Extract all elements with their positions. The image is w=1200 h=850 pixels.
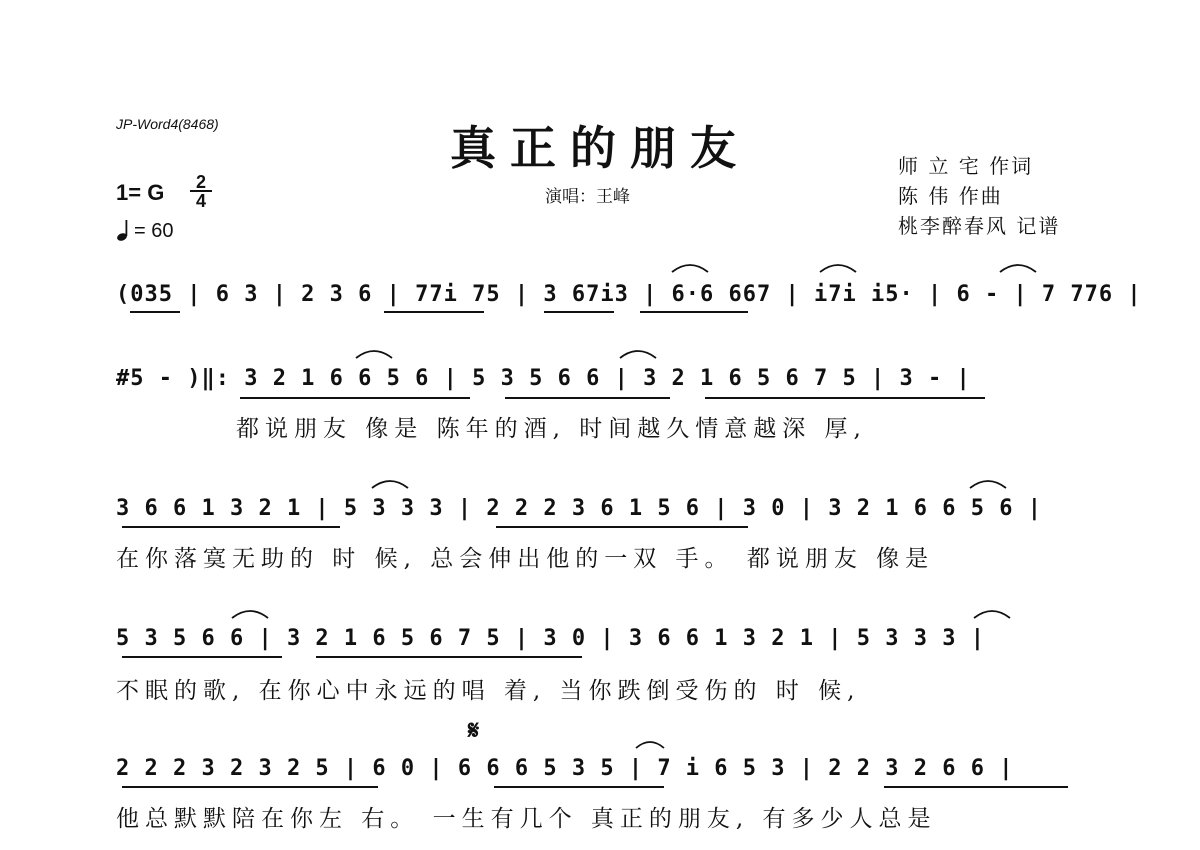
transcriber-credit: 桃李醉春风 记谱: [898, 214, 1061, 238]
segno-icon: 𝄋: [468, 716, 480, 746]
slur-arc: [636, 742, 664, 748]
slur-arc: [620, 351, 656, 358]
score-line-1-notes: (035 | 6 3 | 2 3 6 | 77i 75 | 3 67i3 | 6·6 667 | i7i i5· | 6 - | 7 776 |: [116, 282, 1142, 307]
meter-top: 2: [190, 174, 212, 192]
score-line-2-lyrics: 都说朋友 像是 陈年的酒, 时间越久情意越深 厚,: [236, 416, 867, 442]
slur-arc: [1000, 265, 1036, 272]
score-line-4-lyrics: 不眠的歌, 在你心中永远的唱 着, 当你跌倒受伤的 时 候,: [116, 678, 861, 704]
slur-arc: [974, 611, 1010, 618]
slur-arc: [820, 265, 856, 272]
composer-credit: 陈 伟 作曲: [898, 184, 1003, 208]
meter-bottom: 4: [195, 191, 206, 211]
score-line-3-lyrics: 在你落寞无助的 时 候, 总会伸出他的一双 手。 都说朋友 像是: [116, 546, 935, 572]
key-signature: 1= G: [116, 180, 165, 205]
tempo-marking: = 60: [134, 220, 174, 242]
score-line-5-notes: 2 2 2 3 2 3 2 5 | 6 0 | 6 6 6 5 3 5 | 7 i 6 5 3 | 2 2 3 2 6 6 |: [116, 756, 1014, 781]
slur-arc: [372, 481, 408, 488]
song-title: 真正的朋友: [450, 121, 750, 175]
slur-arc: [232, 611, 268, 618]
slur-arc: [672, 265, 708, 272]
slur-arc: [356, 351, 392, 358]
score-line-4-notes: 5 3 5 6 6 | 3 2 1 6 5 6 7 5 | 3 0 | 3 6 6 1 3 2 1 | 5 3 3 3 |: [116, 626, 985, 651]
singer-credit: 演唱：王峰: [545, 187, 630, 206]
app-name: JP-Word4(8468): [116, 116, 219, 132]
slur-arc: [970, 481, 1006, 488]
score-line-3-notes: 3 6 6 1 3 2 1 | 5 3 3 3 | 2 2 2 3 6 1 5 6 | 3 0 | 3 2 1 6 6 5 6 |: [116, 496, 1042, 521]
lyricist-credit: 师 立 宅 作词: [898, 154, 1034, 178]
score-line-5-lyrics: 他总默默陪在你左 右。 一生有几个 真正的朋友, 有多少人总是: [116, 806, 937, 832]
score-line-2-notes: #5 - )‖: 3 2 1 6 6 5 6 | 5 3 5 6 6 | 3 2 1 6 5 6 7 5 | 3 - |: [116, 366, 971, 391]
